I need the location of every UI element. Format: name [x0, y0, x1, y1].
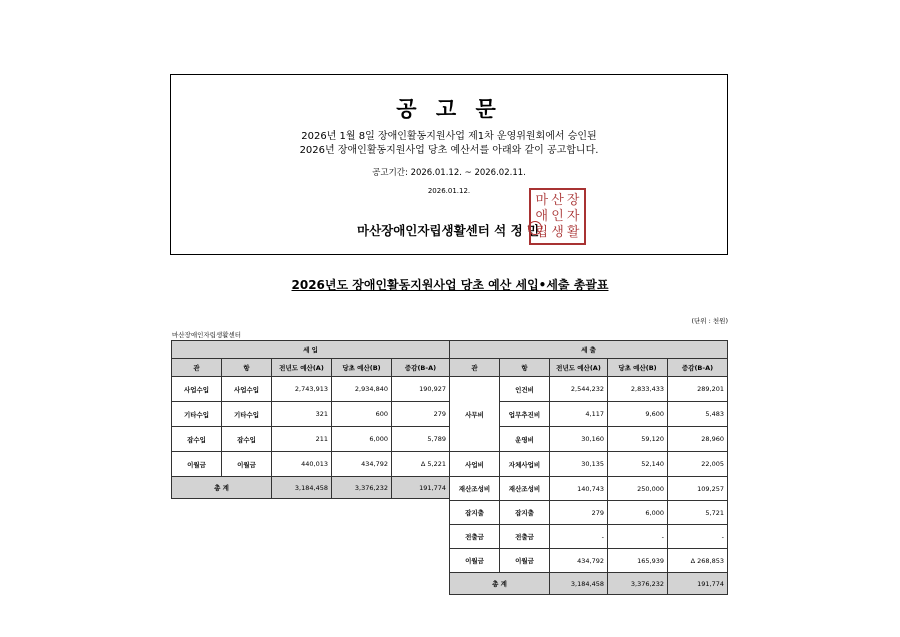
cell-gwan: 이월금	[172, 452, 222, 477]
seal-char: 인	[551, 208, 564, 224]
cell-curr: 6,000	[332, 427, 392, 452]
cell-hang: 인건비	[500, 377, 550, 402]
total-row	[172, 477, 450, 499]
notice-box	[170, 74, 728, 255]
cell-hang: 자체사업비	[500, 452, 550, 477]
seal-char: 마	[535, 193, 549, 209]
table-row	[450, 525, 728, 549]
col-header-prev-budget: 전년도 예산(A)	[272, 359, 332, 377]
col-header-hang: 항	[222, 359, 272, 377]
cell-prev: 279	[550, 501, 608, 525]
col-header-gwan: 관	[172, 359, 222, 377]
expenditure-table	[449, 340, 728, 595]
expenditure-section-header: 세 출	[450, 341, 728, 359]
total-label: 총 계	[450, 573, 550, 595]
cell-hang: 전출금	[500, 525, 550, 549]
cell-gwan: 기타수입	[172, 402, 222, 427]
cell-prev: 2,743,913	[272, 377, 332, 402]
total-prev: 3,184,458	[272, 477, 332, 499]
cell-curr: 165,939	[608, 549, 668, 573]
cell-hang: 잡지출	[500, 501, 550, 525]
cell-prev: 30,160	[550, 427, 608, 452]
cell-curr: 2,934,840	[332, 377, 392, 402]
seal-char: 활	[566, 224, 580, 240]
seal-char: 애	[535, 208, 549, 224]
unit-note: (단위 : 천원)	[691, 317, 728, 325]
total-prev: 3,184,458	[550, 573, 608, 595]
cell-gwan: 잡수입	[172, 427, 222, 452]
cell-hang: 이월금	[222, 452, 272, 477]
col-header-gwan: 관	[450, 359, 500, 377]
cell-gwan: 이월금	[450, 549, 500, 573]
col-header-curr-budget: 당초 예산(B)	[332, 359, 392, 377]
col-header-diff: 증감(B-A)	[392, 359, 450, 377]
cell-hang: 기타수입	[222, 402, 272, 427]
cell-curr: 59,120	[608, 427, 668, 452]
cell-prev: 30,135	[550, 452, 608, 477]
revenue-section-header: 세 입	[172, 341, 450, 359]
total-row	[450, 573, 728, 595]
notice-period: 공고기간: 2026.01.12. ~ 2026.02.11.	[372, 168, 526, 178]
total-curr: 3,376,232	[608, 573, 668, 595]
total-curr: 3,376,232	[332, 477, 392, 499]
cell-prev: 321	[272, 402, 332, 427]
cell-gwan: 사업수입	[172, 377, 222, 402]
cell-curr: -	[608, 525, 668, 549]
cell-curr: 600	[332, 402, 392, 427]
cell-hang: 업무추진비	[500, 402, 550, 427]
cell-diff: 109,257	[668, 477, 728, 501]
cell-diff: 5,483	[668, 402, 728, 427]
cell-curr: 6,000	[608, 501, 668, 525]
cell-hang: 이월금	[500, 549, 550, 573]
cell-diff: 22,005	[668, 452, 728, 477]
notice-signature: 마산장애인자립생활센터 석 정 민	[357, 223, 540, 238]
cell-gwan: 전출금	[450, 525, 500, 549]
summary-title: 2026년도 장애인활동지원사업 당초 예산 세입•세출 총괄표	[291, 278, 609, 292]
org-label: 마산장애인자립생활센터	[172, 331, 242, 339]
table-row	[450, 452, 728, 477]
col-header-hang: 항	[500, 359, 550, 377]
cell-diff: Δ 268,853	[668, 549, 728, 573]
col-header-prev-budget: 전년도 예산(A)	[550, 359, 608, 377]
cell-diff: 289,201	[668, 377, 728, 402]
cell-prev: 434,792	[550, 549, 608, 573]
notice-line-2: 2026년 장애인활동지원사업 당초 예산서를 아래와 같이 공고합니다.	[299, 145, 599, 156]
cell-diff: Δ 5,221	[392, 452, 450, 477]
seal-char: 립	[535, 224, 549, 240]
cell-diff: -	[668, 525, 728, 549]
cell-diff: 190,927	[392, 377, 450, 402]
total-diff: 191,774	[668, 573, 728, 595]
cell-hang: 재산조성비	[500, 477, 550, 501]
table-row	[172, 377, 450, 402]
notice-line-1: 2026년 1월 8일 장애인활동지원사업 제1차 운영위원회에서 승인된	[301, 131, 597, 142]
seal-char: 생	[551, 224, 564, 240]
total-label: 총 계	[172, 477, 272, 499]
table-row	[450, 501, 728, 525]
notice-title: 공 고 문	[396, 97, 502, 121]
cell-curr: 2,833,433	[608, 377, 668, 402]
cell-prev: 4,117	[550, 402, 608, 427]
notice-date: 2026.01.12.	[427, 187, 471, 195]
table-row	[172, 402, 450, 427]
table-row	[450, 549, 728, 573]
cell-hang: 사업수입	[222, 377, 272, 402]
cell-curr: 250,000	[608, 477, 668, 501]
cell-hang: 운영비	[500, 427, 550, 452]
revenue-table	[171, 340, 450, 499]
seal-char: 산	[551, 193, 564, 209]
table-row	[172, 427, 450, 452]
cell-prev: 140,743	[550, 477, 608, 501]
cell-prev: 2,544,232	[550, 377, 608, 402]
official-seal	[529, 188, 586, 245]
cell-diff: 5,721	[668, 501, 728, 525]
cell-diff: 5,789	[392, 427, 450, 452]
cell-prev: 440,013	[272, 452, 332, 477]
cell-gwan: 잡지출	[450, 501, 500, 525]
cell-prev: -	[550, 525, 608, 549]
cell-diff: 279	[392, 402, 450, 427]
seal-char: 장	[566, 193, 580, 209]
cell-prev: 211	[272, 427, 332, 452]
seal-char: 자	[566, 208, 580, 224]
cell-curr: 434,792	[332, 452, 392, 477]
table-row	[450, 477, 728, 501]
cell-gwan: 재산조성비	[450, 477, 500, 501]
table-row	[450, 377, 728, 402]
total-diff: 191,774	[392, 477, 450, 499]
cell-diff: 28,960	[668, 427, 728, 452]
cell-curr: 9,600	[608, 402, 668, 427]
cell-hang: 잡수입	[222, 427, 272, 452]
table-row	[172, 452, 450, 477]
col-header-diff: 증감(B-A)	[668, 359, 728, 377]
cell-gwan-samu: 사무비	[450, 377, 500, 452]
cell-gwan: 사업비	[450, 452, 500, 477]
col-header-curr-budget: 당초 예산(B)	[608, 359, 668, 377]
cell-curr: 52,140	[608, 452, 668, 477]
